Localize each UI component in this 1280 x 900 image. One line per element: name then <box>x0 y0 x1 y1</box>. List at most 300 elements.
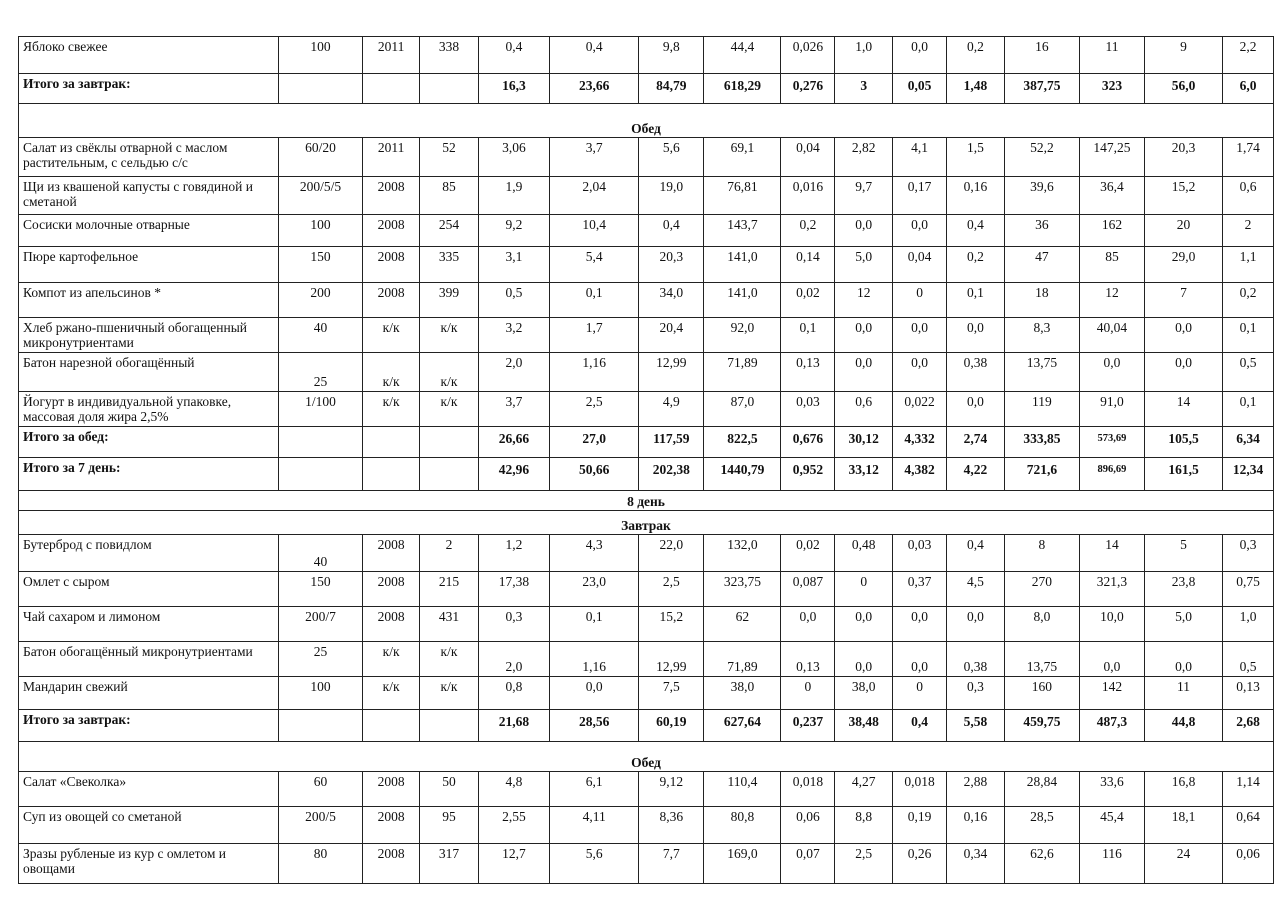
table-cell: 0,48 <box>835 535 893 572</box>
dish-name: Батон обогащённый микронутриентами <box>19 642 279 677</box>
dish-name: Зразы рубленые из кур с омлетом и овощами <box>19 844 279 884</box>
table-cell: 0,1 <box>1223 318 1274 353</box>
table-cell: 2008 <box>363 572 420 607</box>
table-cell: к/к <box>420 677 479 710</box>
table-cell: 71,89 <box>704 642 781 677</box>
table-cell: 270 <box>1004 572 1079 607</box>
table-cell: 60 <box>278 772 362 807</box>
table-cell: 896,69 <box>1079 458 1144 491</box>
table-cell: к/к <box>420 392 479 427</box>
table-cell: 40,04 <box>1079 318 1144 353</box>
table-cell: 5,6 <box>639 138 704 177</box>
table-cell: 333,85 <box>1004 427 1079 458</box>
table-cell: 25 <box>278 642 362 677</box>
table-cell: 0,2 <box>1223 283 1274 318</box>
table-cell: 0,952 <box>781 458 835 491</box>
total-row <box>19 710 1274 742</box>
table-cell: 84,79 <box>639 74 704 104</box>
table-cell: 2,88 <box>946 772 1004 807</box>
table-cell: 0,17 <box>893 177 947 215</box>
table-cell: 76,81 <box>704 177 781 215</box>
table-row <box>19 392 1274 427</box>
table-cell: 50,66 <box>550 458 639 491</box>
table-cell: 20,4 <box>639 318 704 353</box>
table-cell: 2,5 <box>639 572 704 607</box>
table-cell: 0,237 <box>781 710 835 742</box>
table-cell: 10,0 <box>1079 607 1144 642</box>
table-cell: 0,0 <box>1079 642 1144 677</box>
table-cell: к/к <box>363 642 420 677</box>
table-cell: 2,0 <box>478 642 549 677</box>
dish-name: Омлет с сыром <box>19 572 279 607</box>
table-cell: 0,0 <box>835 353 893 392</box>
table-cell: 0,018 <box>781 772 835 807</box>
table-cell: 0,4 <box>893 710 947 742</box>
table-cell: 60/20 <box>278 138 362 177</box>
table-cell: 200/5 <box>278 807 362 844</box>
table-cell: 12,99 <box>639 642 704 677</box>
table-cell: 19,0 <box>639 177 704 215</box>
table-cell: 12,7 <box>478 844 549 884</box>
table-cell: 0,0 <box>835 642 893 677</box>
table-cell: 169,0 <box>704 844 781 884</box>
table-cell: 0,1 <box>1223 392 1274 427</box>
table-cell: 0,0 <box>1144 642 1222 677</box>
table-cell: 459,75 <box>1004 710 1079 742</box>
table-cell: 0,1 <box>781 318 835 353</box>
table-cell: 5,4 <box>550 247 639 283</box>
section-label: 8 день <box>19 491 1274 511</box>
table-cell: 0,1 <box>550 283 639 318</box>
table-cell: 4,5 <box>946 572 1004 607</box>
table-cell: 5,0 <box>835 247 893 283</box>
table-cell: 117,59 <box>639 427 704 458</box>
table-row <box>19 642 1274 677</box>
table-cell: 5,58 <box>946 710 1004 742</box>
table-cell: 8,3 <box>1004 318 1079 353</box>
table-cell: 2,74 <box>946 427 1004 458</box>
table-cell: 335 <box>420 247 479 283</box>
table-cell: 0,75 <box>1223 572 1274 607</box>
dish-name: Мандарин свежий <box>19 677 279 710</box>
dish-name: Чай сахаром и лимоном <box>19 607 279 642</box>
table-cell: 399 <box>420 283 479 318</box>
table-cell: 1,16 <box>550 353 639 392</box>
table-cell: 2,68 <box>1223 710 1274 742</box>
table-cell: 119 <box>1004 392 1079 427</box>
table-cell: 16,3 <box>478 74 549 104</box>
table-cell <box>278 458 362 491</box>
table-cell: 1,16 <box>550 642 639 677</box>
table-cell: 2 <box>420 535 479 572</box>
table-cell: 1,2 <box>478 535 549 572</box>
table-cell: 0,02 <box>781 535 835 572</box>
table-cell: 3,2 <box>478 318 549 353</box>
table-cell: 2008 <box>363 535 420 572</box>
table-cell: 2,55 <box>478 807 549 844</box>
table-cell: 52,2 <box>1004 138 1079 177</box>
table-cell: 91,0 <box>1079 392 1144 427</box>
table-cell: 100 <box>278 215 362 247</box>
table-cell: 1,1 <box>1223 247 1274 283</box>
table-cell: 627,64 <box>704 710 781 742</box>
table-cell: 161,5 <box>1144 458 1222 491</box>
table-cell: 573,69 <box>1079 427 1144 458</box>
table-cell: 132,0 <box>704 535 781 572</box>
table-cell: 11 <box>1079 37 1144 74</box>
table-cell: 6,0 <box>1223 74 1274 104</box>
table-cell: 4,22 <box>946 458 1004 491</box>
table-cell: 28,5 <box>1004 807 1079 844</box>
table-cell: к/к <box>363 318 420 353</box>
table-cell: 317 <box>420 844 479 884</box>
table-cell: 12 <box>835 283 893 318</box>
section-header <box>19 742 1274 772</box>
table-cell: 0,4 <box>639 215 704 247</box>
table-cell: 34,0 <box>639 283 704 318</box>
table-cell: 254 <box>420 215 479 247</box>
total-row <box>19 427 1274 458</box>
table-cell: 62 <box>704 607 781 642</box>
table-cell: 12 <box>1079 283 1144 318</box>
table-cell: 0,018 <box>893 772 947 807</box>
table-cell: 1,74 <box>1223 138 1274 177</box>
table-cell: 17,38 <box>478 572 549 607</box>
table-cell: 56,0 <box>1144 74 1222 104</box>
table-cell: 22,0 <box>639 535 704 572</box>
table-cell: 0,2 <box>946 37 1004 74</box>
table-cell: к/к <box>363 677 420 710</box>
table-cell: 4,3 <box>550 535 639 572</box>
table-cell: 2008 <box>363 215 420 247</box>
table-cell: 0,26 <box>893 844 947 884</box>
table-cell: 0,0 <box>893 318 947 353</box>
table-cell: 21,68 <box>478 710 549 742</box>
table-cell: 9,7 <box>835 177 893 215</box>
table-cell: 4,9 <box>639 392 704 427</box>
table-cell: 23,8 <box>1144 572 1222 607</box>
table-cell: 0,16 <box>946 177 1004 215</box>
table-cell: 0,8 <box>478 677 549 710</box>
table-cell: 18 <box>1004 283 1079 318</box>
table-cell: 2008 <box>363 247 420 283</box>
table-cell: 15,2 <box>1144 177 1222 215</box>
table-cell: 0,026 <box>781 37 835 74</box>
table-cell <box>363 74 420 104</box>
dish-name: Хлеб ржано-пшеничный обогащенный микронутриентами <box>19 318 279 353</box>
table-cell: 44,8 <box>1144 710 1222 742</box>
table-cell: 100 <box>278 37 362 74</box>
table-cell: 14 <box>1144 392 1222 427</box>
table-cell: 323,75 <box>704 572 781 607</box>
table-cell: 2008 <box>363 177 420 215</box>
table-cell: 0,0 <box>946 392 1004 427</box>
table-cell: 0,34 <box>946 844 1004 884</box>
table-cell: 47 <box>1004 247 1079 283</box>
table-cell <box>420 427 479 458</box>
table-cell: 36,4 <box>1079 177 1144 215</box>
table-cell: 105,5 <box>1144 427 1222 458</box>
table-cell: 36 <box>1004 215 1079 247</box>
table-cell: 4,382 <box>893 458 947 491</box>
table-cell: 0 <box>893 283 947 318</box>
table-cell: 202,38 <box>639 458 704 491</box>
table-cell: 0,3 <box>478 607 549 642</box>
table-cell: 2011 <box>363 138 420 177</box>
table-cell: 8,0 <box>1004 607 1079 642</box>
dish-name: Йогурт в индивидуальной упаковке, массовая доля жира 2,5% <box>19 392 279 427</box>
table-cell: 321,3 <box>1079 572 1144 607</box>
table-cell: 150 <box>278 247 362 283</box>
table-cell: 0,4 <box>478 37 549 74</box>
table-cell: к/к <box>420 318 479 353</box>
table-cell: 4,1 <box>893 138 947 177</box>
table-cell: 0,04 <box>781 138 835 177</box>
table-cell: 4,332 <box>893 427 947 458</box>
table-row <box>19 318 1274 353</box>
table-cell <box>278 710 362 742</box>
table-row <box>19 572 1274 607</box>
table-cell <box>420 710 479 742</box>
section-header <box>19 104 1274 138</box>
table-cell: 338 <box>420 37 479 74</box>
table-cell: 62,6 <box>1004 844 1079 884</box>
table-cell: 162 <box>1079 215 1144 247</box>
table-cell: 2008 <box>363 772 420 807</box>
table-cell: 431 <box>420 607 479 642</box>
table-cell: 0,5 <box>1223 642 1274 677</box>
table-row <box>19 607 1274 642</box>
table-cell: 0,1 <box>946 283 1004 318</box>
table-cell: 0,06 <box>1223 844 1274 884</box>
table-cell: 14 <box>1079 535 1144 572</box>
table-cell: 0,04 <box>893 247 947 283</box>
table-cell: 1,0 <box>835 37 893 74</box>
table-cell: 0,0 <box>946 607 1004 642</box>
table-cell: 0 <box>893 677 947 710</box>
table-cell: 33,6 <box>1079 772 1144 807</box>
table-cell: 0,6 <box>1223 177 1274 215</box>
table-cell: 0,0 <box>835 215 893 247</box>
table-cell: 0,2 <box>781 215 835 247</box>
table-cell: 95 <box>420 807 479 844</box>
table-cell: 23,66 <box>550 74 639 104</box>
table-cell: 0 <box>835 572 893 607</box>
table-cell: 0,016 <box>781 177 835 215</box>
table-cell: 28,56 <box>550 710 639 742</box>
table-cell: 0,4 <box>550 37 639 74</box>
section-header <box>19 511 1274 535</box>
table-cell: 0,38 <box>946 642 1004 677</box>
table-cell: 1,9 <box>478 177 549 215</box>
table-cell: 80,8 <box>704 807 781 844</box>
table-cell <box>363 458 420 491</box>
table-cell: 3,7 <box>478 392 549 427</box>
table-cell: 141,0 <box>704 283 781 318</box>
table-cell: 0,276 <box>781 74 835 104</box>
section-label: Обед <box>19 742 1274 772</box>
table-cell: 9,8 <box>639 37 704 74</box>
table-cell: 0,3 <box>1223 535 1274 572</box>
table-cell: 7 <box>1144 283 1222 318</box>
table-cell: 1,48 <box>946 74 1004 104</box>
table-cell: к/к <box>420 642 479 677</box>
table-cell: 1,14 <box>1223 772 1274 807</box>
table-cell: к/к <box>363 353 420 392</box>
table-cell: 0,38 <box>946 353 1004 392</box>
table-row <box>19 37 1274 74</box>
table-cell: 2008 <box>363 807 420 844</box>
table-cell: 85 <box>1079 247 1144 283</box>
table-cell: 0,087 <box>781 572 835 607</box>
table-cell: 15,2 <box>639 607 704 642</box>
table-cell: 2,2 <box>1223 37 1274 74</box>
table-cell: 0,03 <box>781 392 835 427</box>
table-row <box>19 353 1274 392</box>
table-cell: 38,0 <box>704 677 781 710</box>
table-cell: к/к <box>363 392 420 427</box>
table-cell: 0,37 <box>893 572 947 607</box>
dish-name: Суп из овощей со сметаной <box>19 807 279 844</box>
table-cell: 1440,79 <box>704 458 781 491</box>
table-cell: 28,84 <box>1004 772 1079 807</box>
table-cell: 0,0 <box>893 37 947 74</box>
table-cell: 0,13 <box>1223 677 1274 710</box>
table-cell: 60,19 <box>639 710 704 742</box>
table-cell: 38,48 <box>835 710 893 742</box>
table-row <box>19 807 1274 844</box>
table-cell: 44,4 <box>704 37 781 74</box>
table-cell: 487,3 <box>1079 710 1144 742</box>
table-cell: 2008 <box>363 283 420 318</box>
table-cell: 0,13 <box>781 353 835 392</box>
table-cell: 9,12 <box>639 772 704 807</box>
table-cell: 0,022 <box>893 392 947 427</box>
table-cell: 20 <box>1144 215 1222 247</box>
table-cell: 0,07 <box>781 844 835 884</box>
dish-name: Бутерброд с повидлом <box>19 535 279 572</box>
table-cell: 0,0 <box>893 353 947 392</box>
table-cell: 200/5/5 <box>278 177 362 215</box>
table-cell: 147,25 <box>1079 138 1144 177</box>
dish-name: Салат из свёклы отварной с маслом растительным, с сельдью с/с <box>19 138 279 177</box>
table-cell: 116 <box>1079 844 1144 884</box>
table-row <box>19 247 1274 283</box>
table-cell: 13,75 <box>1004 353 1079 392</box>
table-cell: 27,0 <box>550 427 639 458</box>
table-cell: 52 <box>420 138 479 177</box>
table-cell: 0,4 <box>946 535 1004 572</box>
table-cell: 0,3 <box>946 677 1004 710</box>
table-cell: 0,0 <box>1144 318 1222 353</box>
table-cell: 618,29 <box>704 74 781 104</box>
table-cell: 5 <box>1144 535 1222 572</box>
dish-name: Пюре картофельное <box>19 247 279 283</box>
table-cell: 0,02 <box>781 283 835 318</box>
section-label: Обед <box>19 104 1274 138</box>
table-cell: 87,0 <box>704 392 781 427</box>
table-cell: 9,2 <box>478 215 549 247</box>
table-cell: 2,5 <box>550 392 639 427</box>
table-cell: 7,7 <box>639 844 704 884</box>
table-cell: 16,8 <box>1144 772 1222 807</box>
table-row <box>19 138 1274 177</box>
section-label: Завтрак <box>19 511 1274 535</box>
table-cell <box>420 74 479 104</box>
table-cell: 10,4 <box>550 215 639 247</box>
table-cell: 4,8 <box>478 772 549 807</box>
table-cell: 4,27 <box>835 772 893 807</box>
table-cell: 38,0 <box>835 677 893 710</box>
table-cell: 100 <box>278 677 362 710</box>
table-cell: 0,0 <box>893 607 947 642</box>
table-cell: 0,0 <box>781 607 835 642</box>
table-cell: 160 <box>1004 677 1079 710</box>
total-label: Итого за обед: <box>19 427 279 458</box>
table-cell: 2 <box>1223 215 1274 247</box>
table-cell: 42,96 <box>478 458 549 491</box>
table-cell: 12,34 <box>1223 458 1274 491</box>
table-cell: 3,7 <box>550 138 639 177</box>
table-cell: 143,7 <box>704 215 781 247</box>
table-cell: 200 <box>278 283 362 318</box>
table-cell: 0,06 <box>781 807 835 844</box>
table-cell: 20,3 <box>1144 138 1222 177</box>
table-cell: к/к <box>420 353 479 392</box>
table-cell: 29,0 <box>1144 247 1222 283</box>
table-cell: 0,0 <box>835 607 893 642</box>
table-body <box>19 37 1274 884</box>
table-cell: 0,1 <box>550 607 639 642</box>
dish-name: Салат «Свеколка» <box>19 772 279 807</box>
table-row <box>19 677 1274 710</box>
table-cell: 2,82 <box>835 138 893 177</box>
table-cell: 8 <box>1004 535 1079 572</box>
table-cell: 0,0 <box>550 677 639 710</box>
table-cell: 2,5 <box>835 844 893 884</box>
table-cell: 142 <box>1079 677 1144 710</box>
table-cell: 0,0 <box>1079 353 1144 392</box>
table-cell: 69,1 <box>704 138 781 177</box>
table-cell: 0,14 <box>781 247 835 283</box>
table-cell: 8,36 <box>639 807 704 844</box>
table-cell: 141,0 <box>704 247 781 283</box>
table-cell: 0,0 <box>893 642 947 677</box>
table-row <box>19 177 1274 215</box>
total-label: Итого за 7 день: <box>19 458 279 491</box>
table-cell: 0,0 <box>946 318 1004 353</box>
table-cell: 7,5 <box>639 677 704 710</box>
table-cell: 6,1 <box>550 772 639 807</box>
dish-name: Батон нарезной обогащённый <box>19 353 279 392</box>
table-cell: 25 <box>278 353 362 392</box>
table-cell: 1,0 <box>1223 607 1274 642</box>
table-cell: 9 <box>1144 37 1222 74</box>
table-cell: 13,75 <box>1004 642 1079 677</box>
table-cell: 2008 <box>363 607 420 642</box>
table-cell: 822,5 <box>704 427 781 458</box>
table-cell: 33,12 <box>835 458 893 491</box>
table-cell: 12,99 <box>639 353 704 392</box>
total-label: Итого за завтрак: <box>19 74 279 104</box>
table-row <box>19 535 1274 572</box>
section-header <box>19 491 1274 511</box>
table-cell: 0,0 <box>1144 353 1222 392</box>
table-cell: 215 <box>420 572 479 607</box>
table-cell: 39,6 <box>1004 177 1079 215</box>
table-cell: 0,0 <box>893 215 947 247</box>
table-row <box>19 844 1274 884</box>
